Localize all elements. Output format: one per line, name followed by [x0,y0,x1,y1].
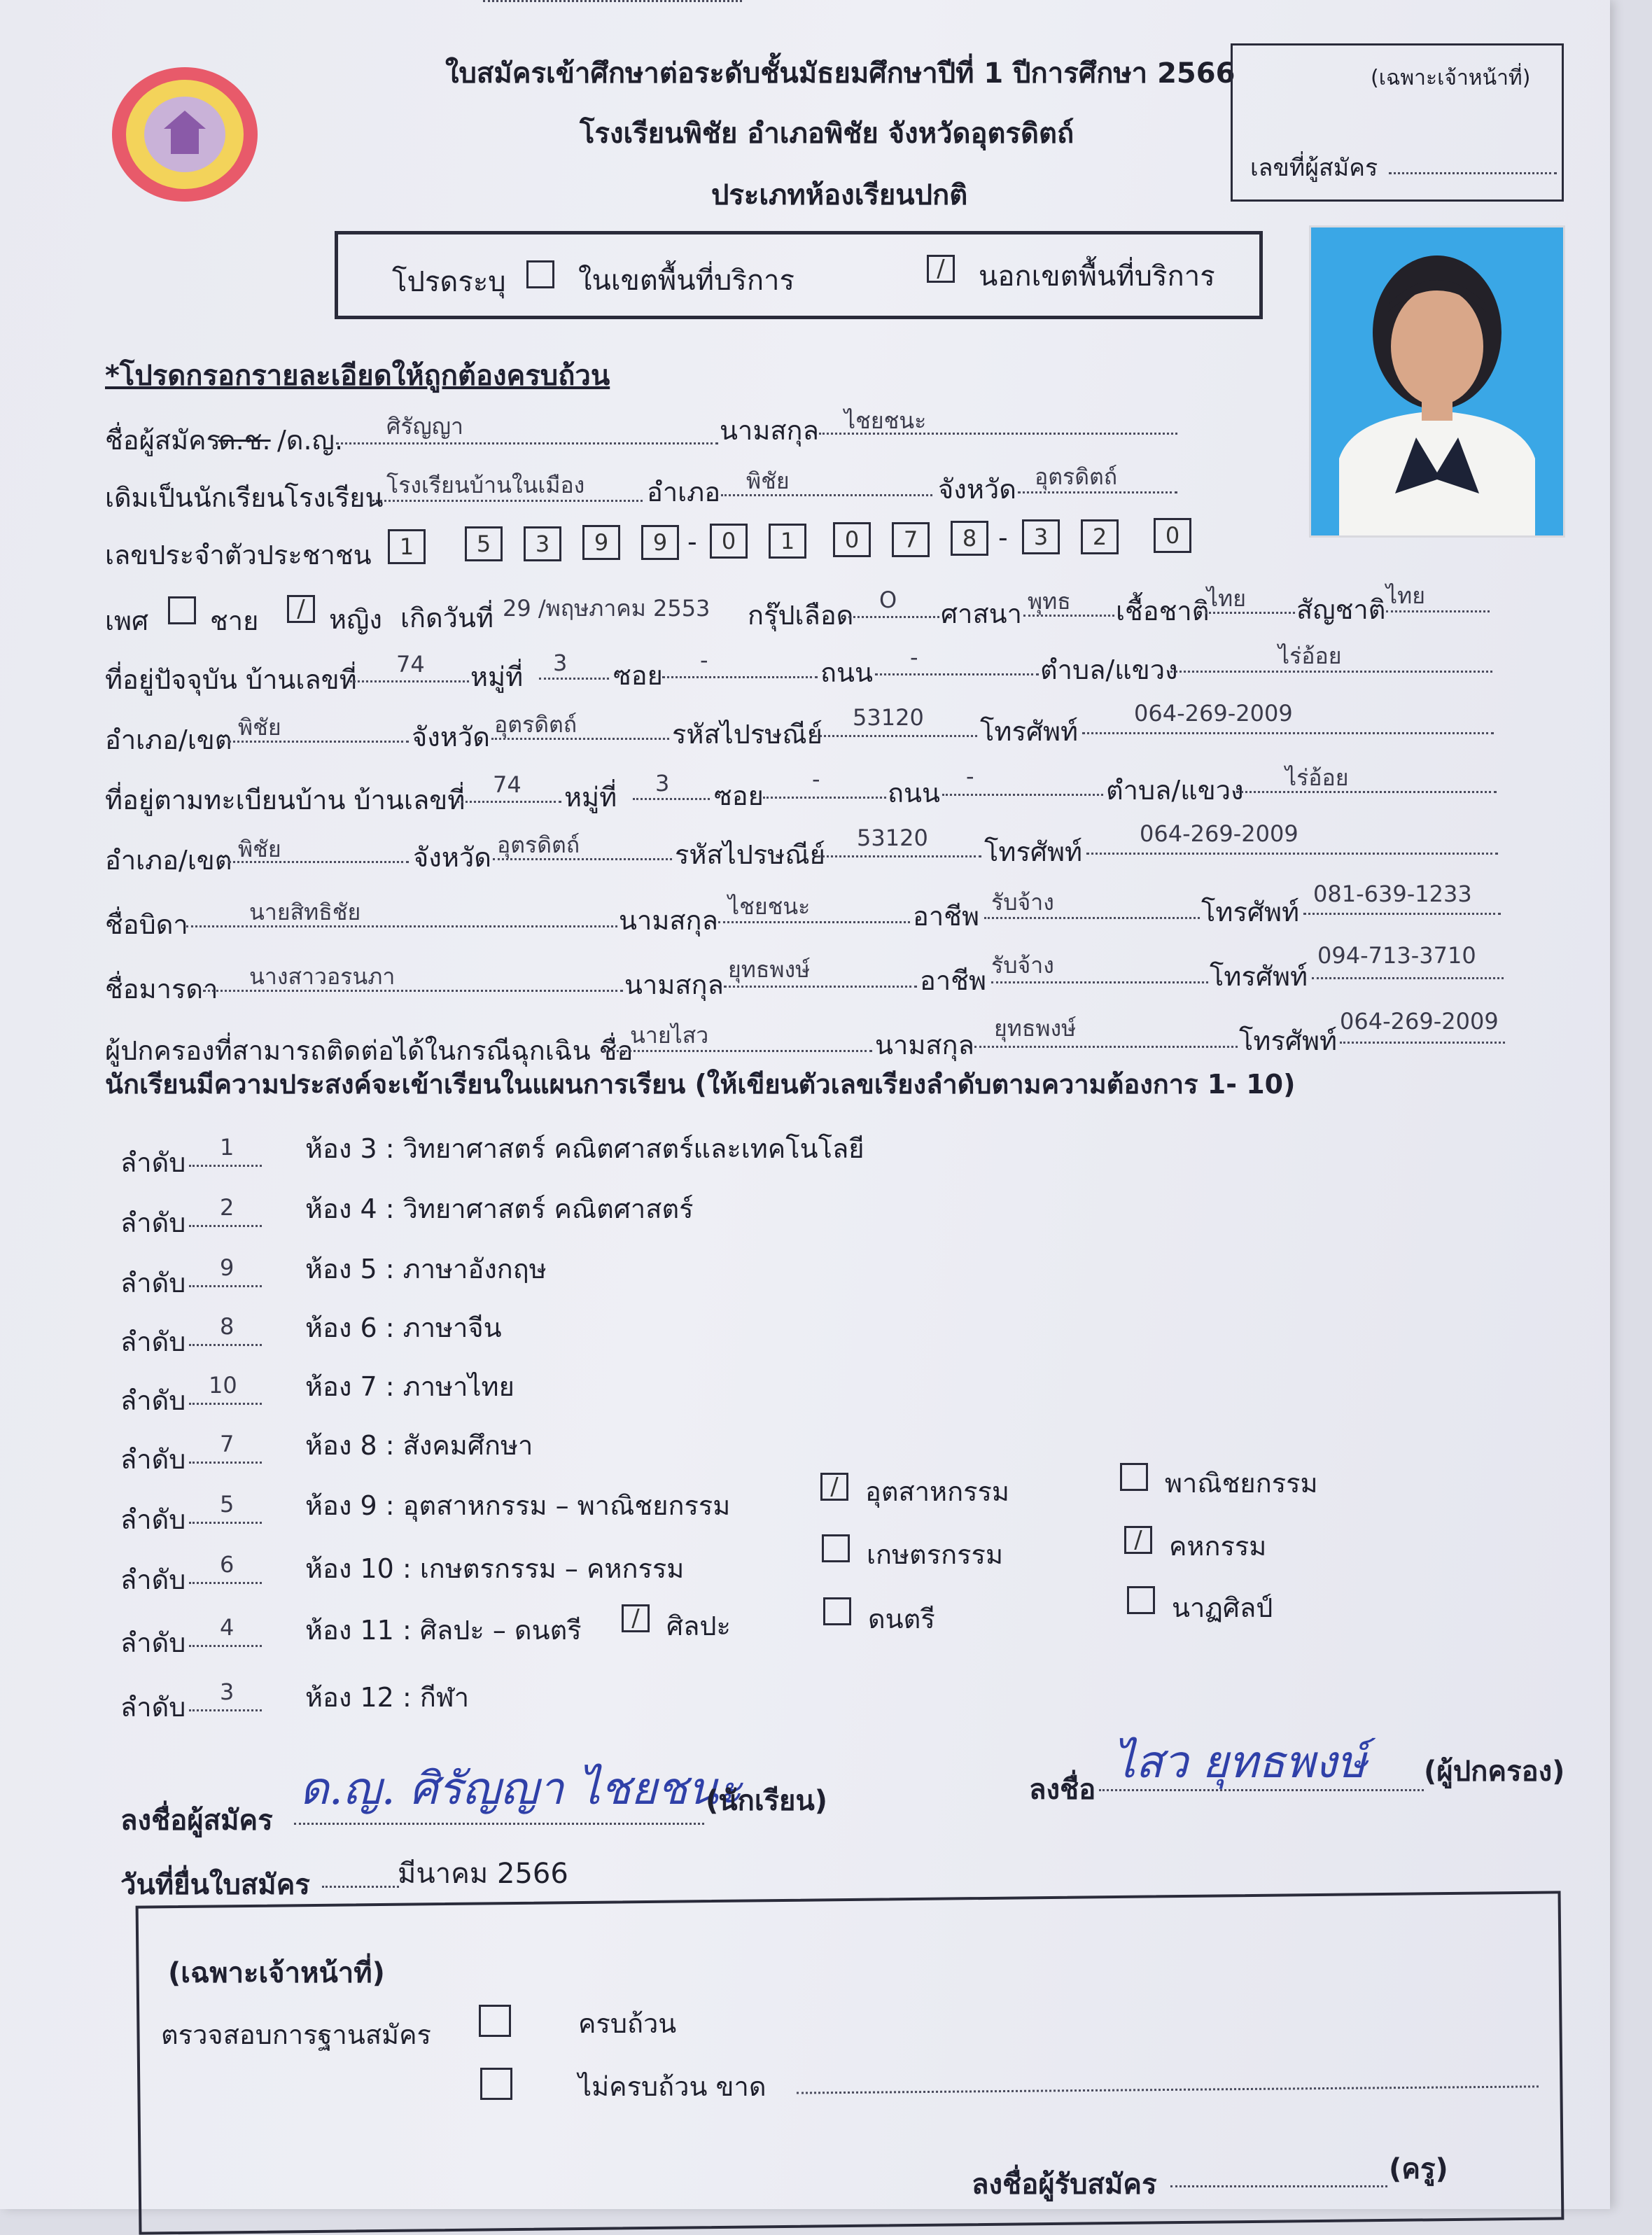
order-label: ลำดับ [120,1692,186,1723]
receiver-role: (ครู) [1389,2153,1448,2185]
father-name-value[interactable]: นายสิทธิชัย [249,899,361,925]
applicant-no-field[interactable] [1389,172,1557,174]
room-label: ห้อง 10 : เกษตรกรรม – คหกรรม [305,1553,685,1584]
agriculture-checkbox[interactable] [822,1534,850,1562]
complete-checkbox[interactable] [479,2005,511,2037]
reg-road-value[interactable]: - [966,763,974,790]
prev-district-label: อำเภอ [647,477,721,507]
father-surname-value[interactable]: ไชยชนะ [728,893,811,920]
order-value[interactable]: 5 [220,1491,234,1518]
reg-moo-label: หมู่ที่ [564,782,617,813]
dance-label: นาฏศิลป์ [1172,1592,1273,1623]
cur-address-label: ที่อยู่ปัจจุบัน บ้านเลขที่ [105,664,357,695]
cur-subdistrict-value[interactable]: ไร่อ้อย [1278,643,1342,669]
id-digit[interactable]: 9 [582,525,620,560]
father-phone-line [1303,913,1501,915]
staff-section-title: (เฉพาะเจ้าหน้าที่) [168,1957,385,1989]
female-label: หญิง [329,604,382,635]
title-struck: ด.ช. [218,425,271,456]
mother-name-value[interactable]: นางสาวอรนภา [249,963,396,990]
id-digit[interactable]: 1 [388,529,426,564]
cur-moo-line [539,678,609,680]
reg-province-value[interactable]: อุตรดิตถ์ [497,832,580,858]
music-label: ดนตรี [868,1604,935,1634]
applicant-role: (นักเรียน) [706,1785,828,1817]
reg-postcode-value[interactable]: 53120 [857,825,928,851]
cur-road-line [875,673,1039,675]
guardian-phone-value[interactable]: 064-269-2009 [1340,1008,1499,1035]
zone-out-area-label: นอกเขตพื้นที่บริการ [979,260,1215,293]
dance-checkbox[interactable] [1127,1586,1155,1614]
receiver-sign-line[interactable] [1170,2185,1387,2187]
art-checkbox[interactable]: / [622,1604,650,1632]
reg-soi-value[interactable]: - [812,766,820,792]
order-value[interactable]: 7 [220,1431,234,1457]
order-value[interactable]: 10 [209,1372,237,1399]
zone-out-area-checkbox[interactable]: / [927,255,955,283]
date-label: วันที่ยื่นใบสมัคร [120,1869,310,1901]
blood-value[interactable]: O [879,587,897,613]
ethnicity-value[interactable]: ไทย [1207,585,1246,612]
id-dash: - [998,522,1008,553]
zone-label: โปรดระบุ [392,266,506,298]
guardian-name-value[interactable]: นายไสว [630,1022,709,1049]
art-label: ศิลปะ [666,1611,731,1641]
room-label: ห้อง 3 : วิทยาศาสตร์ คณิตศาสตร์และเทคโนโลยี [305,1133,864,1164]
plans-title: นักเรียนมีความประสงค์จะเข้าเรียนในแผนการเรียน (ให้เขียนตัวเลขเรียงลำดับตามความต้องการ 1- 10) [105,1069,1296,1100]
applicant-portrait-icon [1311,227,1563,535]
mother-surname-label: นามสกุล [624,969,724,1000]
father-job-label: อาชีพ [913,901,979,932]
room-label: ห้อง 8 : สังคมศึกษา [305,1430,533,1461]
order-value[interactable]: 3 [220,1679,234,1705]
guardian-label: ผู้ปกครองที่สามารถติดต่อได้ในกรณีฉุกเฉิน ชื่อ [105,1035,634,1066]
male-checkbox[interactable] [168,596,196,624]
father-phone-value[interactable]: 081-639-1233 [1313,881,1472,907]
order-value[interactable]: 1 [220,1134,234,1161]
order-line [189,1522,262,1524]
room-label: ห้อง 5 : ภาษาอังกฤษ [305,1254,547,1284]
industry-label: อุตสาหกรรม [865,1476,1009,1507]
reg-phone-label: โทรศัพท์ [984,836,1083,867]
room-label: ห้อง 6 : ภาษาจีน [305,1312,502,1343]
cur-postcode-label: รหัสไปรษณีย์ [672,719,822,750]
order-line [189,1645,262,1647]
guardian-signature[interactable]: ไสว ยุทธพงษ์ [1113,1737,1366,1788]
applicant-photo [1309,225,1565,538]
reg-moo-value[interactable]: 3 [655,770,670,797]
cur-district-label: อำเภอ/เขต [105,724,232,755]
order-value[interactable]: 9 [220,1254,234,1281]
guardian-phone-line [1340,1042,1505,1044]
female-checkbox[interactable]: / [287,595,315,623]
applicant-name-label: ชื่อผู้สมัคร [105,425,220,456]
cur-province-value[interactable]: อุตรดิตถ์ [494,711,578,738]
cur-soi-label: ซอย [613,660,663,691]
cur-phone-label: โทรศัพท์ [980,716,1079,747]
cur-province-label: จังหวัด [412,722,490,752]
id-digit[interactable]: 9 [641,525,679,560]
order-label: ลำดับ [120,1147,186,1178]
cur-soi-value[interactable]: - [700,647,708,673]
reg-house-value[interactable]: 74 [493,771,522,798]
cur-road-label: ถนน [820,657,873,688]
id-dash: - [687,526,697,557]
id-label: เลขประจำตัวประชาชน [105,540,372,570]
cur-soi-line [662,676,818,678]
order-line [189,1582,262,1584]
cur-moo-value[interactable]: 3 [553,650,568,676]
id-digit[interactable]: 0 [833,522,871,557]
id-digit[interactable]: 1 [769,524,806,559]
date-line [322,1886,399,1888]
mother-phone-value[interactable]: 094-713-3710 [1317,942,1476,969]
first-name-value[interactable]: ศิรัญญา [386,413,463,440]
industry-checkbox[interactable]: / [820,1473,848,1501]
cur-subdistrict-label: ตำบล/แขวง [1040,654,1178,685]
applicant-sign-label: ลงชื่อผู้สมัคร [120,1805,273,1837]
staff-box-title: (เฉพาะเจ้าหน้าที่) [1371,66,1531,90]
reg-house-line [456,801,561,803]
order-label: ลำดับ [120,1207,186,1238]
prev-district-value[interactable]: พิชัย [746,468,790,494]
mother-surname-value[interactable]: ยุทธพงษ์ [728,956,811,983]
room-label: ห้อง 9 : อุตสาหกรรม – พาณิชยกรรม [305,1490,731,1521]
prev-province-label: จังหวัด [938,474,1016,505]
reg-soi-label: ซอย [714,780,764,811]
order-value[interactable]: 6 [220,1551,234,1578]
applicant-no-label: เลขที่ผู้สมัคร [1250,154,1378,182]
surname-label: นามสกุล [720,415,819,446]
mother-label: ชื่อมารดา [105,974,218,1004]
order-line [189,1285,262,1287]
order-line [189,1462,262,1464]
order-value[interactable]: 8 [220,1313,234,1340]
school-logo-icon [109,64,260,204]
home-economics-checkbox[interactable]: / [1124,1526,1152,1554]
order-label: ลำดับ [120,1627,186,1658]
staff-section-box [136,1891,1564,2234]
title-female: /ด.ญ. [277,425,344,456]
commerce-checkbox[interactable] [1120,1463,1148,1491]
mother-phone-line [1312,977,1504,979]
dob-line [483,0,742,2]
order-line [189,1709,262,1711]
complete-label: ครบถ้วน [578,2008,677,2039]
cur-road-value[interactable]: - [910,644,918,671]
guardian-surname-label: นามสกุล [875,1030,974,1060]
religion-value[interactable]: พุทธ [1028,588,1071,615]
guardian-sign-label: ลงชื่อ [1029,1774,1096,1806]
male-label: ชาย [210,605,259,636]
room-label: ห้อง 11 : ศิลปะ – ดนตรี [305,1615,582,1646]
receiver-sign-label: ลงชื่อผู้รับสมัคร [972,2169,1157,2201]
mother-job-value[interactable]: รับจ้าง [991,952,1054,979]
incomplete-label: ไม่ครบถ้วน ขาด [578,2071,766,2102]
id-digit[interactable]: 5 [465,526,503,561]
father-surname-label: นามสกุล [619,905,718,936]
ethnicity-label: เชื้อชาติ [1116,596,1210,626]
cur-phone-line [1082,732,1494,734]
cur-district-value[interactable]: พิชัย [238,714,281,741]
room-label: ห้อง 12 : กีฬา [305,1682,470,1713]
reg-subdistrict-label: ตำบล/แขวง [1106,775,1244,806]
order-line [189,1225,262,1227]
prev-school-label: เดิมเป็นนักเรียนโรงเรียน [105,482,384,513]
reg-subdistrict-value[interactable]: ไร่อ้อย [1285,764,1349,791]
order-label: ลำดับ [120,1268,186,1298]
father-phone-label: โทรศัพท์ [1201,897,1300,927]
order-label: ลำดับ [120,1326,186,1357]
room-label: ห้อง 4 : วิทยาศาสตร์ คณิตศาสตร์ [305,1193,694,1224]
religion-label: ศาสนา [941,598,1022,629]
music-checkbox[interactable] [823,1597,851,1625]
zone-in-area-label: ในเขตพื้นที่บริการ [578,265,794,297]
reg-postcode-line [818,855,981,857]
zone-in-area-checkbox[interactable] [526,260,554,288]
surname-value[interactable]: ไชยชนะ [844,407,927,434]
father-job-value[interactable]: รับจ้าง [991,889,1054,916]
cur-house-value[interactable]: 74 [396,651,425,678]
id-digit[interactable]: 2 [1081,519,1119,554]
form-title: ใบสมัครเข้าศึกษาต่อระดับชั้นมัธยมศึกษาปีที่ 1 ปีการศึกษา 2566 [445,57,1236,90]
nationality-label: สัญชาติ [1296,594,1386,625]
order-line [189,1344,262,1346]
agriculture-label: เกษตรกรรม [867,1539,1004,1570]
id-digit[interactable]: 0 [1154,518,1191,553]
staff-check-label: ตรวจสอบการฐานสมัคร [161,2019,431,2050]
cur-moo-label: หมู่ที่ [470,661,524,692]
dob-value[interactable]: 29 /พฤษภาคม 2553 [503,595,710,622]
id-digit[interactable]: 3 [524,526,561,561]
cur-house-line [350,680,469,682]
id-digit[interactable]: 7 [892,522,930,557]
incomplete-checkbox[interactable] [480,2068,512,2100]
class-type: ประเภทห้องเรียนปกติ [711,179,968,211]
id-digit[interactable]: 3 [1022,519,1060,554]
reg-soi-line [763,797,886,799]
commerce-label: พาณิชยกรรม [1165,1468,1318,1499]
order-label: ลำดับ [120,1504,186,1535]
reg-road-line [942,794,1103,796]
mother-job-label: อาชีพ [920,965,986,996]
prev-school-value[interactable]: โรงเรียนบ้านในเมือง [386,472,585,498]
sex-label: เพศ [105,605,149,636]
reg-postcode-label: รหัสไปรษณีย์ [675,839,825,870]
blood-line [848,616,939,618]
order-label: ลำดับ [120,1564,186,1595]
order-line [189,1403,262,1405]
reg-road-label: ถนน [888,778,940,808]
prev-province-value[interactable]: อุตรดิตถ์ [1035,463,1118,490]
guardian-phone-label: โทรศัพท์ [1239,1025,1338,1056]
reg-district-value[interactable]: พิชัย [238,836,281,862]
reg-phone-line [1086,853,1498,855]
reg-province-label: จังหวัด [413,842,491,873]
father-label: ชื่อบิดา [105,909,188,940]
reg-phone-value[interactable]: 064-269-2009 [1140,820,1298,847]
home-economics-label: คหกรรม [1169,1531,1267,1562]
date-value: มีนาคม 2566 [398,1858,568,1890]
cur-phone-value[interactable]: 064-269-2009 [1134,700,1293,727]
cur-postcode-value[interactable]: 53120 [853,704,924,731]
reg-district-label: อำเภอ/เขต [105,845,232,876]
guardian-role: (ผู้ปกครอง) [1424,1756,1565,1788]
order-line [189,1165,262,1167]
id-digit[interactable]: 0 [710,524,748,559]
order-label: ลำดับ [120,1385,186,1416]
reg-address-label: ที่อยู่ตามทะเบียนบ้าน บ้านเลขที่ [105,785,465,815]
applicant-signature[interactable]: ด.ญ. ศิรัญญา ไชยชนะ [300,1763,743,1815]
reg-moo-line [633,798,710,800]
guardian-surname-value[interactable]: ยุทธพงษ์ [994,1015,1077,1042]
mother-phone-label: โทรศัพท์ [1210,961,1308,992]
nationality-value[interactable]: ไทย [1386,582,1425,609]
room-label: ห้อง 7 : ภาษาไทย [305,1371,514,1402]
blood-label: กรุ๊ปเลือด [748,600,854,631]
cur-postcode-line [815,735,977,737]
school-name: โรงเรียนพิชัย อำเภอพิชัย จังหวัดอุตรดิตถ์ [580,118,1074,150]
order-label: ลำดับ [120,1444,186,1475]
id-digit[interactable]: 8 [951,521,988,556]
order-value[interactable]: 2 [220,1194,234,1221]
reg-subdistrict-line [1236,791,1497,793]
instruction: *โปรดกรอกรายละเอียดให้ถูกต้องครบถ้วน [105,360,610,392]
dob-label: เกิดวันที่ [400,603,494,633]
order-value[interactable]: 4 [220,1614,234,1641]
